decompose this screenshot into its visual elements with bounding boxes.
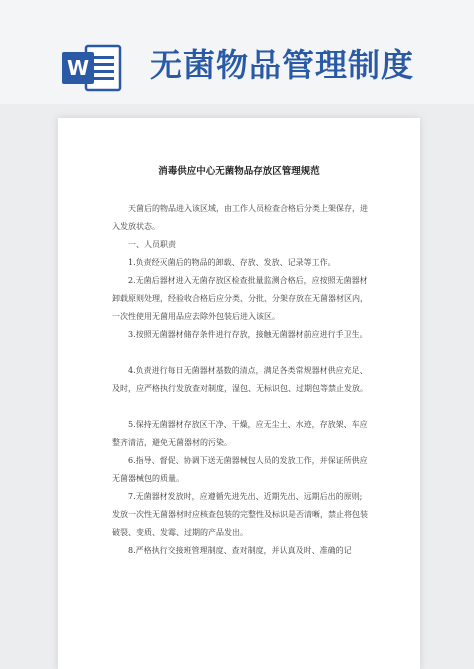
paragraph-item-7: 7.无菌器材发放时，应遵循先进先出、近期先出、远期后出的原则;发放一次性无菌器材时应核查包装的完整性及标识是否清晰，禁止将包装破裂、变质、发霉、过期的产品发出。 <box>112 492 368 537</box>
paragraph-item-4: 4.负责进行每日无菌器材基数的清点，满足各类常规器材供应充足、及时，应严格执行发放查对制度，湿包、无标识包、过期包等禁止发放。 <box>112 366 368 393</box>
paragraph-item-8: 8.严格执行交接班管理制度、查对制度，并认真及时、准确的记 <box>128 546 352 555</box>
document-page <box>58 118 420 669</box>
paragraph-intro: 天菌后的物品进入该区域，由工作人员检查合格后分类上架保存，进入发放状态。 <box>112 204 368 231</box>
paragraph-item-5: 5.保持无菌器材存放区干净、干燥，应无尘土、水迹，存放架、车应整齐清洁，避免无菌器材的污染。 <box>112 420 368 447</box>
page-title: 无菌物品管理制度 <box>150 46 415 84</box>
svg-text:W: W <box>66 56 90 80</box>
paragraph-item-2: 2.无菌后器材进入无菌存放区检查批量监测合格后，应按照无菌器材卸载原则处理，经验收合格后应分类、分批、分架存放在无菌器材区内，一次性使用无菌用品应去除外包装后进入该区。 <box>112 276 368 321</box>
paragraph-item-6: 6.指导、督促、协调下送无菌器械包人员的发放工作，并保证所供应无菌器械包的质量。 <box>112 456 368 483</box>
document-title: 消毒供应中心无菌物品存放区管理规范 <box>158 166 320 177</box>
paragraph-item-3: 3.按照无菌器材储存条件进行存放，接触无菌器材前应进行手卫生。 <box>128 330 368 339</box>
word-document-icon <box>60 40 124 96</box>
section-heading: 一、人员职责 <box>128 240 176 249</box>
paragraph-item-1: 1.负责经灭菌后的物品的卸载、存放、发放、记录等工作。 <box>128 258 336 267</box>
header-banner <box>0 0 474 104</box>
